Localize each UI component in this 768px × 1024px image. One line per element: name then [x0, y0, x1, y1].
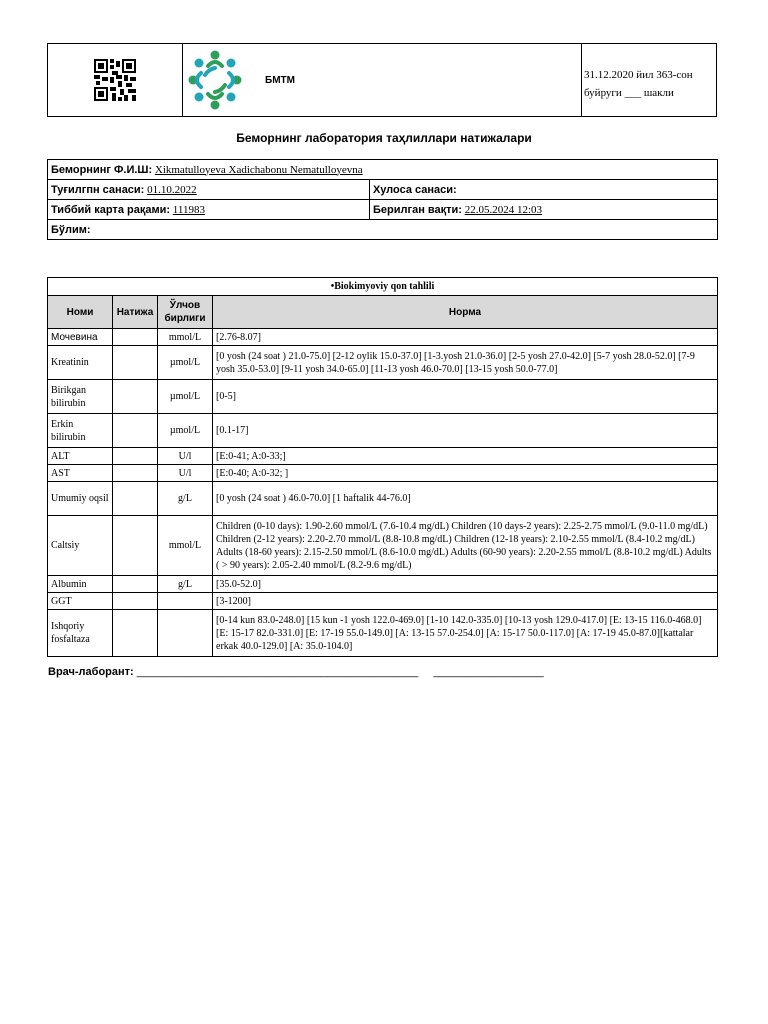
- results-table: [47, 277, 718, 657]
- patient-info-table: [47, 159, 718, 240]
- table-row: [48, 610, 718, 657]
- row-unit: [158, 610, 213, 657]
- issued-time-label: Берилган вақти:: [373, 203, 462, 216]
- conclusion-date-cell: [370, 180, 718, 200]
- row-unit: U/l: [158, 465, 213, 482]
- col-header-name: Номи: [48, 296, 113, 329]
- col-header-unit-line2: бирлиги: [164, 313, 206, 324]
- table-row: [48, 414, 718, 448]
- qr-code-icon: [94, 59, 136, 101]
- row-name: Мочевина: [48, 329, 113, 346]
- row-result: [113, 380, 158, 414]
- conclusion-date-label: Хулоса санаси:: [373, 183, 457, 196]
- row-name: AST: [48, 465, 113, 482]
- row-name: Erkin bilirubin: [48, 414, 113, 448]
- order-line-1: 31.12.2020 йил 363-сон: [584, 69, 693, 81]
- table-row: [48, 465, 718, 482]
- issued-time-value: 22.05.2024 12:03: [464, 203, 543, 216]
- row-result: [113, 610, 158, 657]
- order-note: [582, 44, 716, 116]
- row-norm: [0-14 kun 83.0-248.0] [15 kun -1 yosh 122.0-469.0] [1-10 142.0-335.0] [10-13 yosh 129.0-417.0] [E: 13-15 116.0-468.0] [E: 15-17 82.0-331.0] [E: 17-19 55.0-149.0] [A: 13-15 57.0-254.0] [A: 15-17 50.0-117.0] [A: 17-19 45.0-87.0][kattalar erkak 40.0-129.0] [A: 35.0-104.0]: [213, 610, 718, 657]
- patient-row-department: [48, 220, 718, 240]
- section-title: •Biokimyoviy qon tahlili: [48, 278, 718, 296]
- birth-date-label: Туғилгпн санаси:: [51, 183, 145, 196]
- table-row: [48, 346, 718, 380]
- row-unit: µmol/L: [158, 380, 213, 414]
- row-norm: [E:0-40; A:0-32; ]: [213, 465, 718, 482]
- patient-name-cell: [48, 160, 718, 180]
- medical-card-value: 111983: [172, 203, 205, 216]
- row-name: GGT: [48, 593, 113, 610]
- row-unit: U/l: [158, 448, 213, 465]
- department-cell: [48, 220, 718, 240]
- patient-name-label: Беморнинг Ф.И.Ш:: [51, 163, 153, 176]
- department-label: Бўлим:: [51, 223, 91, 236]
- org-logo-icon: [187, 48, 243, 112]
- signature-line: [48, 666, 544, 678]
- row-name: ALT: [48, 448, 113, 465]
- birth-date-value: 01.10.2022: [147, 183, 197, 196]
- medical-card-cell: [48, 200, 370, 220]
- row-norm: [35.0-52.0]: [213, 576, 718, 593]
- row-name: Umumiy oqsil: [48, 482, 113, 516]
- row-unit: mmol/L: [158, 516, 213, 576]
- row-norm: Children (0-10 days): 1.90-2.60 mmol/L (7.6-10.4 mg/dL) Children (10 days-2 years): 2.25-2.75 mmol/L (9.0-11.0 mg/dL) Children (2-12 years): 2.20-2.70 mmol/L (8.8-10.8 mg/dL) Children (12-18 years): 2.10-2.55 mmol/L (8.4-10.2 mg/dL) Adults (18-60 years): 2.15-2.50 mmol/L (8.6-10.0 mg/dL) Adults (60-90 years): 2.20-2.55 mmol/L (8.8-10.2 mg/dL) Adults ( > 90 years): 2.05-2.40 mmol/L (8.2-9.6 mg/dL): [213, 516, 718, 576]
- patient-name-value: Xikmatulloyeva Xadichabonu Nematulloyevna: [154, 163, 363, 176]
- table-row: [48, 576, 718, 593]
- row-result: [113, 576, 158, 593]
- patient-row-card: [48, 200, 718, 220]
- col-header-norm: Норма: [213, 296, 718, 329]
- qr-cell: [48, 44, 183, 116]
- signature-blank: ______________________________________________ __________________: [133, 666, 544, 678]
- table-row: [48, 516, 718, 576]
- header-row: [48, 296, 718, 329]
- row-name: Birikgan bilirubin: [48, 380, 113, 414]
- row-result: [113, 465, 158, 482]
- row-norm: [0 yosh (24 soat ) 21.0-75.0] [2-12 oylik 15.0-37.0] [1-3.yosh 21.0-36.0] [2-5 yosh 27.0-42.0] [5-7 yosh 28.0-52.0] [7-9 yosh 35.0-53.0] [9-11 yosh 34.0-65.0] [11-13 yosh 46.0-70.0] [13-15 yosh 50.0-77.0]: [213, 346, 718, 380]
- row-norm: [2.76-8.07]: [213, 329, 718, 346]
- row-unit: µmol/L: [158, 414, 213, 448]
- row-unit: mmol/L: [158, 329, 213, 346]
- page-title: Беморнинг лаборатория таҳлиллари натижалари: [236, 131, 532, 145]
- row-result: [113, 346, 158, 380]
- patient-row-name: [48, 160, 718, 180]
- table-row: [48, 329, 718, 346]
- row-name: Albumin: [48, 576, 113, 593]
- row-unit: µmol/L: [158, 346, 213, 380]
- row-norm: [0 yosh (24 soat ) 46.0-70.0] [1 haftalik 44-76.0]: [213, 482, 718, 516]
- results-body: [48, 329, 718, 657]
- row-result: [113, 516, 158, 576]
- medical-card-label: Тиббий карта рақами:: [51, 203, 171, 216]
- section-title-row: [48, 278, 718, 296]
- document-header: [47, 43, 717, 117]
- org-cell: [183, 44, 582, 116]
- row-norm: [0-5]: [213, 380, 718, 414]
- row-name: Caltsiy: [48, 516, 113, 576]
- row-norm: [0.1-17]: [213, 414, 718, 448]
- org-name: БМТМ: [265, 74, 295, 86]
- row-norm: [3-1200]: [213, 593, 718, 610]
- row-unit: [158, 593, 213, 610]
- col-header-unit-line1: Ўлчов: [169, 300, 201, 311]
- issued-time-cell: [370, 200, 718, 220]
- col-header-result: Натижа: [113, 296, 158, 329]
- table-row: [48, 593, 718, 610]
- row-name: Ishqoriy fosfaltaza: [48, 610, 113, 657]
- row-name: Kreatinin: [48, 346, 113, 380]
- row-result: [113, 414, 158, 448]
- row-unit: g/L: [158, 482, 213, 516]
- birth-date-cell: [48, 180, 370, 200]
- patient-row-dates: [48, 180, 718, 200]
- table-row: [48, 380, 718, 414]
- row-result: [113, 482, 158, 516]
- row-result: [113, 593, 158, 610]
- row-result: [113, 448, 158, 465]
- row-norm: [E:0-41; A:0-33;]: [213, 448, 718, 465]
- row-result: [113, 329, 158, 346]
- row-unit: g/L: [158, 576, 213, 593]
- table-row: [48, 448, 718, 465]
- order-line-2: буйруги ___ шакли: [584, 87, 674, 99]
- col-header-unit: [158, 296, 213, 329]
- signature-label: Врач-лаборант:: [48, 666, 134, 678]
- table-row: [48, 482, 718, 516]
